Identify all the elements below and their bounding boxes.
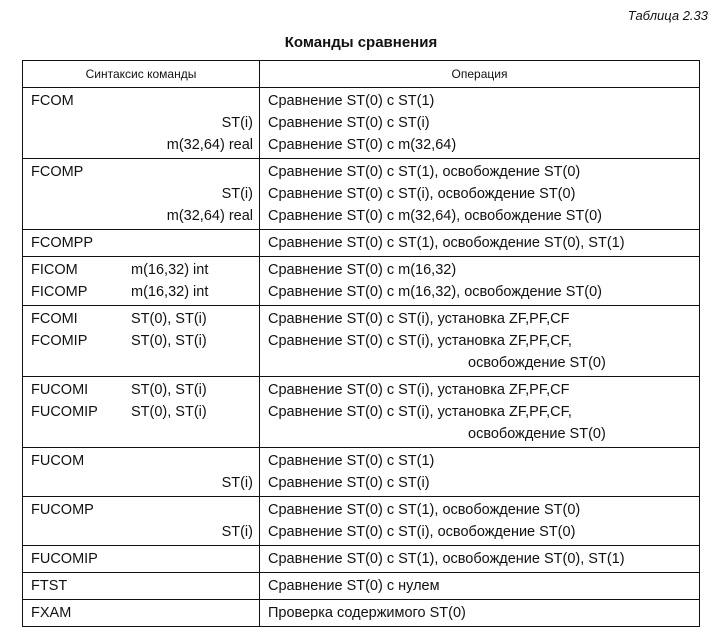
operation-cell — [260, 159, 700, 230]
instruction-mnemonic: FTST — [31, 578, 68, 594]
table-row — [23, 377, 700, 448]
operation-line: Сравнение ST(0) с ST(1), освобождение ST(0) — [268, 164, 581, 180]
instruction-mnemonic: FCOMIP — [31, 333, 88, 349]
operation-cell — [260, 600, 700, 627]
table-row — [23, 88, 700, 159]
table-row — [23, 546, 700, 573]
operation-line: Сравнение ST(0) с m(16,32) — [268, 262, 457, 278]
syntax-line — [31, 90, 253, 112]
operation-line: Сравнение ST(0) с ST(i), установка ZF,PF,CF, — [268, 333, 572, 349]
operation-continuation: освобождение ST(0) — [468, 355, 606, 371]
operation-line: Сравнение ST(0) с ST(i), освобождение ST(0) — [268, 524, 576, 540]
operation-line: Сравнение ST(0) с ST(i), освобождение ST(0) — [268, 186, 576, 202]
syntax-cell — [23, 600, 260, 627]
instruction-mnemonic: FCOMP — [31, 164, 84, 180]
operation-line: Сравнение ST(0) с ST(1), освобождение ST(0), ST(1) — [268, 551, 625, 567]
syntax-line — [31, 205, 253, 227]
instruction-mnemonic: FUCOMIP — [31, 404, 98, 420]
syntax-line — [31, 259, 253, 281]
operation-cell — [260, 88, 700, 159]
syntax-line — [31, 183, 253, 205]
operation-cell — [260, 230, 700, 257]
table-row — [23, 600, 700, 627]
instruction-operand: ST(i) — [221, 524, 253, 540]
table-row — [23, 448, 700, 497]
instruction-operand: ST(0), ST(i) — [131, 333, 207, 349]
syntax-line — [31, 499, 253, 521]
table-row — [23, 257, 700, 306]
instruction-mnemonic: FUCOMI — [31, 382, 89, 398]
instruction-operand: m(16,32) int — [131, 284, 209, 300]
syntax-line — [31, 161, 253, 183]
instruction-operand: ST(0), ST(i) — [131, 382, 207, 398]
instruction-operand: m(16,32) int — [131, 262, 209, 278]
syntax-cell — [23, 573, 260, 600]
syntax-line — [31, 548, 253, 570]
instruction-operand: m(32,64) real — [166, 208, 253, 224]
instruction-mnemonic: FXAM — [31, 605, 72, 621]
operation-cell — [260, 546, 700, 573]
operation-line: Сравнение ST(0) с ST(1) — [268, 453, 435, 469]
syntax-line — [31, 521, 253, 543]
header-syntax: Синтаксис команды — [23, 61, 260, 88]
syntax-line — [31, 112, 253, 134]
operation-cell — [260, 497, 700, 546]
table-row — [23, 497, 700, 546]
instruction-operand: ST(0), ST(i) — [131, 311, 207, 327]
syntax-cell — [23, 497, 260, 546]
instruction-mnemonic: FICOM — [31, 262, 78, 278]
syntax-line — [31, 281, 253, 303]
syntax-cell — [23, 159, 260, 230]
syntax-cell — [23, 88, 260, 159]
table-row — [23, 230, 700, 257]
syntax-line — [31, 450, 253, 472]
syntax-line — [31, 472, 253, 494]
instruction-operand: ST(i) — [221, 115, 253, 131]
instruction-mnemonic: FCOMI — [31, 311, 78, 327]
operation-line: Сравнение ST(0) с ST(i) — [268, 475, 430, 491]
syntax-line — [31, 134, 253, 156]
instruction-mnemonic: FUCOMIP — [31, 551, 98, 567]
operation-line: Сравнение ST(0) с m(16,32), освобождение ST(0) — [268, 284, 603, 300]
syntax-line — [31, 232, 253, 254]
header-row — [23, 61, 700, 88]
syntax-cell — [23, 546, 260, 573]
syntax-line — [31, 575, 253, 597]
comparison-commands-table — [22, 60, 700, 627]
operation-continuation: освобождение ST(0) — [468, 426, 606, 442]
syntax-cell — [23, 306, 260, 377]
operation-line: Сравнение ST(0) с ST(i), установка ZF,PF,CF — [268, 311, 570, 327]
operation-line: Сравнение ST(0) с ST(i), установка ZF,PF,CF — [268, 382, 570, 398]
syntax-cell — [23, 377, 260, 448]
instruction-mnemonic: FCOM — [31, 93, 74, 109]
syntax-cell — [23, 230, 260, 257]
operation-cell — [260, 377, 700, 448]
operation-line: Сравнение ST(0) с ST(1), освобождение ST(0) — [268, 502, 581, 518]
syntax-line — [31, 379, 253, 401]
table-row — [23, 159, 700, 230]
operation-line: Сравнение ST(0) с ST(i), установка ZF,PF,CF, — [268, 404, 572, 420]
syntax-line — [31, 330, 253, 352]
operation-line: Сравнение ST(0) с нулем — [268, 578, 440, 594]
operation-line: Сравнение ST(0) с ST(1) — [268, 93, 435, 109]
operation-cell — [260, 573, 700, 600]
table-row — [23, 306, 700, 377]
operation-line: Сравнение ST(0) с ST(i) — [268, 115, 430, 131]
instruction-mnemonic: FCOMPP — [31, 235, 94, 251]
operation-line: Проверка содержимого ST(0) — [268, 605, 466, 621]
syntax-line — [31, 602, 253, 624]
instruction-mnemonic: FUCOMP — [31, 502, 94, 518]
table-body — [23, 88, 700, 627]
instruction-operand: ST(0), ST(i) — [131, 404, 207, 420]
header-operation: Операция — [260, 61, 700, 88]
instruction-operand: m(32,64) real — [166, 137, 253, 153]
table-row — [23, 573, 700, 600]
instruction-operand: ST(i) — [221, 186, 253, 202]
syntax-cell — [23, 257, 260, 306]
operation-cell — [260, 306, 700, 377]
table-number-label: Таблица 2.33 — [627, 8, 708, 23]
table-title: Команды сравнения — [284, 34, 438, 51]
operation-cell — [260, 257, 700, 306]
operation-line: Сравнение ST(0) с m(32,64), освобождение ST(0) — [268, 208, 603, 224]
operation-line: Сравнение ST(0) с ST(1), освобождение ST(0), ST(1) — [268, 235, 625, 251]
syntax-line — [31, 308, 253, 330]
instruction-mnemonic: FUCOM — [31, 453, 85, 469]
instruction-mnemonic: FICOMP — [31, 284, 88, 300]
operation-cell — [260, 448, 700, 497]
syntax-line — [31, 401, 253, 423]
operation-line: Сравнение ST(0) с m(32,64) — [268, 137, 457, 153]
instruction-operand: ST(i) — [221, 475, 253, 491]
syntax-cell — [23, 448, 260, 497]
